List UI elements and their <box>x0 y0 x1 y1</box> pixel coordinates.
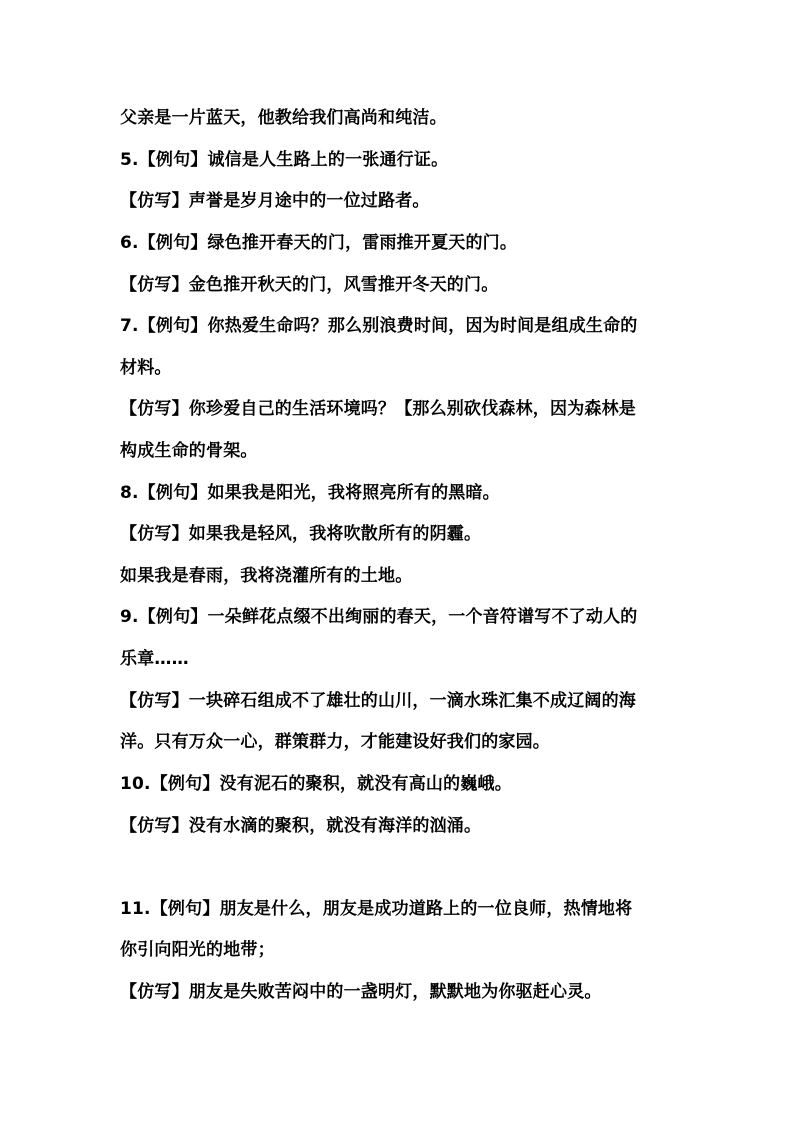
text-line: 5.【例句】诚信是人生路上的一张通行证。 <box>120 150 449 170</box>
text-line: 构成生命的骨架。 <box>120 441 258 461</box>
text-line: 你引向阳光的地带； <box>120 940 275 960</box>
text-line: 洋。只有万众一心，群策群力，才能建设好我们的家园。 <box>120 732 550 752</box>
text-line: 材料。 <box>120 358 172 378</box>
text-line: 10.【例句】没有泥石的聚积，就没有高山的巍峨。 <box>120 774 512 794</box>
text-line: 9.【例句】一朵鲜花点缀不出绚丽的春天，一个音符谱写不了动人的 <box>120 607 638 627</box>
text-line: 【仿写】没有水滴的聚积，就没有海洋的汹涌。 <box>120 816 482 836</box>
text-line: 【仿写】你珍爱自己的生活环境吗？【那么别砍伐森林，因为森林是 <box>120 399 636 419</box>
text-line: 乐章…… <box>120 649 189 669</box>
text-line: 【仿写】声誉是岁月途中的一位过路者。 <box>120 191 430 211</box>
text-line: 6.【例句】绿色推开春天的门，雷雨推开夏天的门。 <box>120 233 518 253</box>
text-line: 【仿写】朋友是失败苦闷中的一盏明灯，默默地为你驱赶心灵。 <box>120 982 602 1002</box>
text-line: 【仿写】金色推开秋天的门，风雪推开冬天的门。 <box>120 275 499 295</box>
text-line: 【仿写】一块碎石组成不了雄壮的山川，一滴水珠汇集不成辽阔的海 <box>120 691 636 711</box>
text-line: 8.【例句】如果我是阳光，我将照亮所有的黑暗。 <box>120 483 500 503</box>
text-line: 如果我是春雨，我将浇灌所有的土地。 <box>120 566 413 586</box>
text-line: 父亲是一片蓝天，他教给我们高尚和纯洁。 <box>120 108 447 128</box>
text-line: 11.【例句】朋友是什么，朋友是成功道路上的一位良师，热情地将 <box>120 899 633 919</box>
text-line: 7.【例句】你热爱生命吗？那么别浪费时间，因为时间是组成生命的 <box>120 316 638 336</box>
text-line: 【仿写】如果我是轻风，我将吹散所有的阴霾。 <box>120 524 482 544</box>
